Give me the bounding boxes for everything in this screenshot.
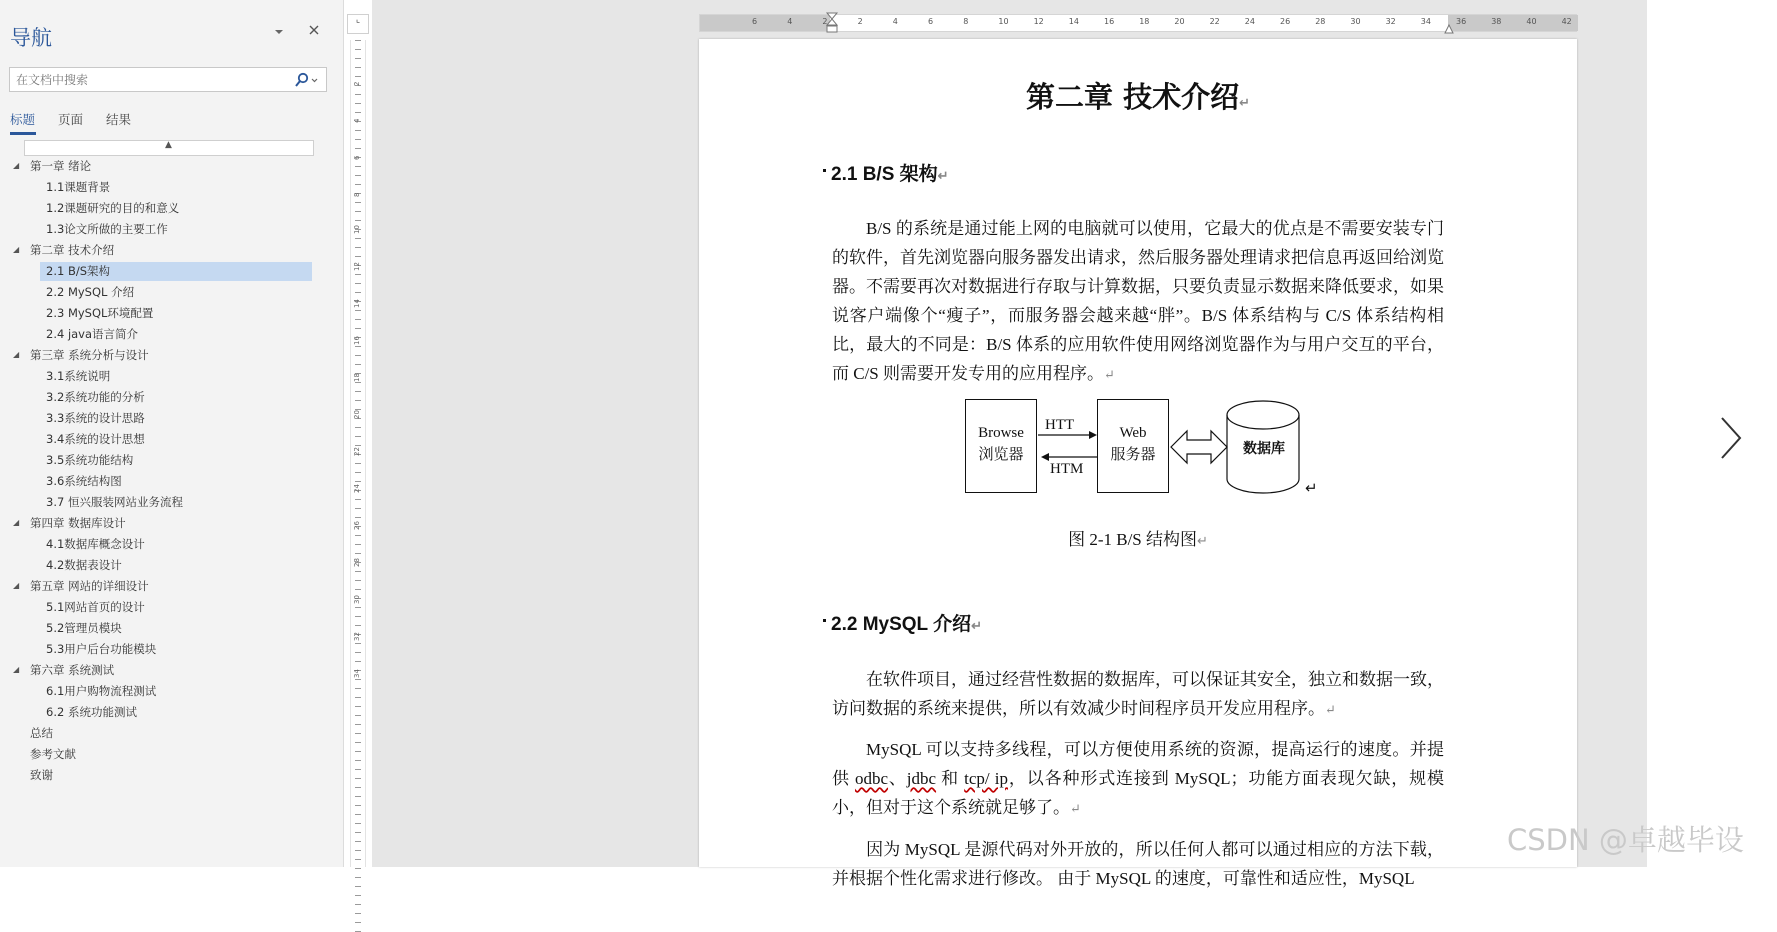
tab-pages[interactable]: 页面 xyxy=(58,112,84,127)
next-page-chevron-icon[interactable] xyxy=(1716,412,1746,464)
ruler-tick xyxy=(355,247,361,248)
ruler-label: 6 xyxy=(353,155,361,160)
ruler-tick xyxy=(355,391,361,392)
tree-item-heading[interactable] xyxy=(0,513,344,533)
ruler-tick xyxy=(355,58,361,59)
ruler-tick xyxy=(355,49,361,50)
ruler-label: 28 xyxy=(1315,17,1326,26)
tree-item-label: 总结 xyxy=(30,726,53,740)
ruler-label: 24 xyxy=(1244,17,1255,26)
tree-item-label: 6.1用户购物流程测试 xyxy=(46,684,157,698)
paragraph-text: 和 xyxy=(936,769,965,788)
ruler-tick xyxy=(355,535,361,536)
spelling-flagged-word[interactable]: jdbc xyxy=(906,769,937,788)
ruler-tick xyxy=(355,787,361,788)
paragraph-mysql-3 xyxy=(832,835,1444,893)
tree-item-subheading[interactable] xyxy=(0,303,344,323)
ruler-tick xyxy=(355,292,361,293)
paragraph-mysql-2 xyxy=(832,735,1444,823)
paragraph-text: 、 xyxy=(888,769,907,788)
ruler-tick xyxy=(355,625,361,626)
ruler-tick xyxy=(355,346,361,347)
figure-caption xyxy=(699,525,1577,550)
ruler-tick xyxy=(355,697,361,698)
http-request-label: HTT xyxy=(1045,417,1075,433)
collapse-all-button[interactable] xyxy=(24,140,314,156)
ruler-tick xyxy=(355,868,361,869)
ruler-label: 2 xyxy=(822,17,828,26)
ruler-tick xyxy=(355,40,361,41)
tree-item-subheading[interactable] xyxy=(0,324,344,344)
paragraph-mark: ↵ xyxy=(1197,533,1208,548)
paragraph-mark: ↵ xyxy=(937,168,949,183)
paragraph-mark: ↵ xyxy=(1239,96,1250,111)
ruler-tick xyxy=(355,220,361,221)
ruler-label: 8 xyxy=(963,17,969,26)
ruler-label: 30 xyxy=(353,595,361,604)
ruler-label: 2 xyxy=(857,17,863,26)
tab-results[interactable]: 结果 xyxy=(106,112,132,127)
ruler-tick xyxy=(355,382,361,383)
navigation-pane xyxy=(0,0,344,867)
ruler-tick xyxy=(355,283,361,284)
ruler-tick xyxy=(355,328,361,329)
ruler-tick xyxy=(355,706,361,707)
paragraph-text: 在软件项目，通过经营性数据的数据库，可以保证其安全，独立和数据一致，访问数据的系统来提供，所以有效减少时间程序员开发应用程序。 xyxy=(832,670,1444,718)
ruler-tick xyxy=(355,751,361,752)
section-heading-2-1 xyxy=(831,159,949,186)
ruler-label: 6 xyxy=(928,17,934,26)
tree-item-label: 5.2管理员模块 xyxy=(46,621,122,635)
tree-item-subheading[interactable] xyxy=(0,555,344,575)
tree-item-label: 第四章 数据库设计 xyxy=(30,516,126,530)
ruler-label: 24 xyxy=(353,484,361,493)
ruler-tick xyxy=(355,886,361,887)
chapter-title-text: 第二章 技术介绍 xyxy=(1025,80,1240,114)
ruler-tick xyxy=(355,733,361,734)
html-response-label: HTM xyxy=(1050,461,1084,477)
ruler-tick xyxy=(355,571,361,572)
tree-item-label: 1.2课题研究的目的和意义 xyxy=(46,201,180,215)
ruler-tick xyxy=(355,184,361,185)
ruler-tick xyxy=(355,850,361,851)
ruler-tick xyxy=(355,355,361,356)
tree-item-label: 4.2数据表设计 xyxy=(46,558,122,572)
ruler-tick xyxy=(355,661,361,662)
tree-item-subheading[interactable] xyxy=(0,681,344,701)
paragraph-text: B/S 的系统是通过能上网的电脑就可以使用，它最大的优点是不需要安装专门的软件，首先浏览器向服务器发出请求，然后服务器处理请求把信息再返回给浏览器。不需要再次对数据进行存取与计算数据，只要负责显示数据来降低要求，如果说客户端像个“瘦子”，而服务器会越来越“胖”。B/S 体系结构与 C/S 体系结构相比，最大的不同是：B/S 体系的应用软件使用网络浏览器作为与用户交互的平台，而 C/S 则需要开发专用的应用程序。 xyxy=(832,219,1444,383)
tree-item-label: 3.6系统结构图 xyxy=(46,474,122,488)
document-page[interactable] xyxy=(699,39,1577,888)
ruler-tick xyxy=(355,211,361,212)
ruler-label: 18 xyxy=(1139,17,1150,26)
ruler-tick xyxy=(355,130,361,131)
expand-triangle-icon[interactable]: ◢ xyxy=(13,245,20,254)
ruler-right-margin xyxy=(1448,15,1578,31)
tree-item-subheading[interactable] xyxy=(0,429,344,449)
collapse-icon: ▲ xyxy=(165,140,172,150)
tab-selector-button[interactable]: ⌞ xyxy=(347,14,369,34)
close-icon[interactable] xyxy=(307,23,321,41)
tree-item-label: 3.2系统功能的分析 xyxy=(46,390,145,404)
expand-triangle-icon[interactable]: ◢ xyxy=(13,665,20,674)
ruler-tick xyxy=(355,913,361,914)
right-indent-marker-icon[interactable] xyxy=(1444,19,1454,38)
tab-headings[interactable]: 标题 xyxy=(10,112,36,127)
active-tab-indicator xyxy=(10,132,36,135)
tree-item-label: 1.1课题背景 xyxy=(46,180,111,194)
tree-item-subheading[interactable] xyxy=(0,450,344,470)
tree-item-label: 1.3论文所做的主要工作 xyxy=(46,222,168,236)
ruler-label: 34 xyxy=(1420,17,1431,26)
ruler-tick xyxy=(355,112,361,113)
ruler-label: 10 xyxy=(998,17,1009,26)
ruler-tick xyxy=(355,517,361,518)
spelling-flagged-word[interactable]: odbc xyxy=(854,769,889,788)
browser-label-en: Browse xyxy=(978,425,1024,441)
ruler-tick xyxy=(355,364,361,365)
database-label: 数据库 xyxy=(1243,441,1285,457)
paragraph-text: MySQL 可以支持多线程，可以方便使用系统的资源，提高运行的速度。并提供 xyxy=(832,740,1444,788)
web-label-cn: 服务器 xyxy=(1110,447,1156,463)
vertical-ruler xyxy=(350,40,366,867)
ruler-tick xyxy=(355,805,361,806)
ruler-tick xyxy=(355,148,361,149)
ruler-label: 22 xyxy=(1209,17,1220,26)
ruler-tick xyxy=(355,202,361,203)
ruler-tick xyxy=(355,688,361,689)
browser-label-cn: 浏览器 xyxy=(978,447,1024,463)
bs-architecture-figure xyxy=(965,399,1365,519)
ruler-tick xyxy=(355,166,361,167)
ruler-tick xyxy=(355,778,361,779)
ruler-label: 38 xyxy=(1491,17,1502,26)
tree-item-subheading[interactable] xyxy=(0,366,344,386)
paragraph-mark: ↵ xyxy=(1070,801,1081,816)
tree-item-heading[interactable] xyxy=(0,156,344,176)
ruler-label: 16 xyxy=(1104,17,1115,26)
ruler-label: 32 xyxy=(353,632,361,641)
spelling-flagged-word[interactable]: tcp/ ip xyxy=(964,769,1008,788)
nav-options-chevron-icon[interactable] xyxy=(273,26,285,42)
tree-item-label: 2.2 MySQL 介绍 xyxy=(46,285,135,299)
ruler-tick xyxy=(355,859,361,860)
ruler-tick xyxy=(355,589,361,590)
tree-item-label: 3.5系统功能结构 xyxy=(46,453,134,467)
ruler-tick xyxy=(355,310,361,311)
tree-item-heading[interactable] xyxy=(0,744,344,764)
tree-item-label: 5.3用户后台功能模块 xyxy=(46,642,157,656)
paragraph-text: 因为 MySQL 是源代码对外开放的，所以任何人都可以通过相应的方法下载，并根据个性化需求进行修改。 由于 MySQL 的速度，可靠性和适应性，MySQL xyxy=(832,840,1444,888)
tree-item-label: 第五章 网站的详细设计 xyxy=(30,579,149,593)
web-server-box xyxy=(1097,399,1169,493)
ruler-tick xyxy=(355,274,361,275)
ruler-tick xyxy=(355,652,361,653)
ruler-tick xyxy=(355,841,361,842)
ruler-tick xyxy=(355,724,361,725)
ruler-label: 18 xyxy=(353,373,361,382)
ruler-tick xyxy=(355,256,361,257)
expand-triangle-icon[interactable]: ◢ xyxy=(13,518,20,527)
ruler-tick xyxy=(355,463,361,464)
ruler-tick xyxy=(355,499,361,500)
paragraph-bs xyxy=(832,214,1444,389)
ruler-tick xyxy=(355,400,361,401)
tree-item-label: 2.4 java语言简介 xyxy=(46,327,139,341)
ruler-tick xyxy=(355,715,361,716)
ruler-label: 6 xyxy=(752,17,758,26)
paragraph-mark: ↵ xyxy=(1325,702,1336,717)
ruler-tick xyxy=(355,238,361,239)
section-heading-text: 2.2 MySQL 介绍 xyxy=(831,614,972,635)
heading-bullet xyxy=(823,169,826,172)
paragraph-mysql-1 xyxy=(832,665,1444,724)
tree-item-subheading[interactable] xyxy=(0,618,344,638)
ruler-tick xyxy=(355,796,361,797)
ruler-label: 34 xyxy=(353,669,361,678)
ruler-tick xyxy=(355,544,361,545)
ruler-tick xyxy=(355,895,361,896)
tree-item-subheading[interactable] xyxy=(0,177,344,197)
tree-item-label: 2.3 MySQL环境配置 xyxy=(46,306,154,320)
tree-item-subheading[interactable] xyxy=(0,471,344,491)
ruler-left-margin xyxy=(700,15,830,31)
ruler-tick xyxy=(355,319,361,320)
tree-item-subheading[interactable] xyxy=(0,282,344,302)
tree-item-heading[interactable] xyxy=(0,660,344,680)
ruler-tick xyxy=(355,175,361,176)
paragraph-text: ，以各种形式连接到 MySQL；功能方面表现欠缺，规模小，但对于这个系统就足够了。 xyxy=(832,769,1445,817)
ruler-tick xyxy=(355,139,361,140)
tree-item-label: 第三章 系统分析与设计 xyxy=(30,348,149,362)
ruler-label: 20 xyxy=(353,410,361,419)
ruler-label: 20 xyxy=(1174,17,1185,26)
tree-item-label: 3.4系统的设计思想 xyxy=(46,432,145,446)
tree-item-subheading[interactable] xyxy=(0,387,344,407)
ruler-tick xyxy=(355,823,361,824)
ruler-tick xyxy=(355,814,361,815)
tree-item-label: 3.1系统说明 xyxy=(46,369,111,383)
ruler-label: 12 xyxy=(1033,17,1044,26)
ruler-tick xyxy=(355,832,361,833)
ruler-label: 32 xyxy=(1385,17,1396,26)
heading-bullet xyxy=(823,619,826,622)
ruler-tick xyxy=(355,580,361,581)
ruler-tick xyxy=(355,877,361,878)
ruler-tick xyxy=(355,472,361,473)
ruler-label: 12 xyxy=(353,262,361,271)
tree-item-subheading[interactable] xyxy=(0,261,344,281)
paragraph-mark: ↵ xyxy=(971,618,982,633)
ruler-label: 4 xyxy=(892,17,898,26)
ruler-tick xyxy=(355,436,361,437)
tree-item-subheading[interactable] xyxy=(0,597,344,617)
ruler-tick xyxy=(355,445,361,446)
ruler-label: 26 xyxy=(1280,17,1291,26)
ruler-tick xyxy=(355,481,361,482)
tree-item-label: 6.2 系统功能测试 xyxy=(46,705,137,719)
tree-item-label: 3.3系统的设计思路 xyxy=(46,411,145,425)
paragraph-mark: ↵ xyxy=(1104,367,1115,382)
ruler-tick xyxy=(355,427,361,428)
ruler-label: 2 xyxy=(353,81,361,86)
caption-text: 图 2-1 B/S 结构图 xyxy=(1068,530,1198,549)
ruler-tick xyxy=(355,94,361,95)
ruler-label: 16 xyxy=(353,336,361,345)
indent-marker-icon[interactable] xyxy=(826,12,838,38)
ruler-tick xyxy=(355,76,361,77)
ruler-tick xyxy=(355,508,361,509)
ruler-label: 4 xyxy=(353,118,361,123)
ruler-tick xyxy=(355,679,361,680)
ruler-label: 30 xyxy=(1350,17,1361,26)
tree-item-label: 致谢 xyxy=(30,768,53,782)
paragraph-mark: ↵ xyxy=(1305,481,1318,497)
tree-item-label: 2.1 B/S架构 xyxy=(46,264,111,278)
tree-item-label: 第六章 系统测试 xyxy=(30,663,115,677)
tree-item-heading[interactable] xyxy=(0,723,344,743)
chapter-title xyxy=(699,75,1577,116)
ruler-tick xyxy=(355,616,361,617)
ruler-label: 26 xyxy=(353,521,361,530)
tree-item-subheading[interactable] xyxy=(0,408,344,428)
ruler-tick xyxy=(355,922,361,923)
tree-item-subheading[interactable] xyxy=(0,702,344,722)
watermark: CSDN @卓越毕设 xyxy=(1507,823,1744,857)
tree-item-label: 4.1数据库概念设计 xyxy=(46,537,145,551)
horizontal-ruler[interactable] xyxy=(699,14,1577,32)
ruler-tick xyxy=(355,67,361,68)
tree-item-subheading[interactable] xyxy=(0,534,344,554)
web-label-en: Web xyxy=(1119,425,1147,441)
search-input[interactable] xyxy=(10,68,280,91)
ruler-tick xyxy=(355,904,361,905)
ruler-tick xyxy=(355,760,361,761)
expand-triangle-icon[interactable]: ◢ xyxy=(13,581,20,590)
tree-item-subheading[interactable] xyxy=(0,639,344,659)
tree-item-subheading[interactable] xyxy=(0,492,344,512)
ruler-tick xyxy=(355,103,361,104)
ruler-label: 36 xyxy=(1456,17,1467,26)
ruler-label: 4 xyxy=(787,17,793,26)
tree-item-subheading[interactable] xyxy=(0,219,344,239)
search-box xyxy=(9,67,327,92)
ruler-label: 14 xyxy=(353,299,361,308)
tree-item-label: 3.7 恒兴服装网站业务流程 xyxy=(46,495,183,509)
tree-item-subheading[interactable] xyxy=(0,198,344,218)
nav-title: 导航 xyxy=(10,26,52,50)
ruler-label: 8 xyxy=(353,192,361,197)
search-icon[interactable] xyxy=(293,72,319,88)
section-heading-text: 2.1 B/S 架构 xyxy=(831,164,938,185)
tree-item-heading[interactable] xyxy=(0,345,344,365)
section-heading-2-2 xyxy=(831,609,982,636)
ruler-tick xyxy=(355,769,361,770)
tree-item-label: 参考文献 xyxy=(30,747,76,761)
expand-triangle-icon[interactable]: ◢ xyxy=(13,161,20,170)
ruler-label: 10 xyxy=(353,225,361,234)
tree-item-label: 5.1网站首页的设计 xyxy=(46,600,145,614)
ruler-tick xyxy=(355,742,361,743)
tree-item-heading[interactable] xyxy=(0,765,344,785)
ruler-label: 22 xyxy=(353,447,361,456)
tree-item-heading[interactable] xyxy=(0,576,344,596)
tree-item-label: 第二章 技术介绍 xyxy=(30,243,115,257)
ruler-label: 40 xyxy=(1526,17,1537,26)
tree-item-label: 第一章 绪论 xyxy=(30,159,92,173)
expand-triangle-icon[interactable]: ◢ xyxy=(13,350,20,359)
ruler-tick xyxy=(355,553,361,554)
ruler-tick xyxy=(355,607,361,608)
ruler-label: 42 xyxy=(1561,17,1572,26)
ruler-tick xyxy=(355,643,361,644)
ruler-label: 28 xyxy=(353,558,361,567)
ruler-label: 14 xyxy=(1068,17,1079,26)
tree-item-heading[interactable] xyxy=(0,240,344,260)
